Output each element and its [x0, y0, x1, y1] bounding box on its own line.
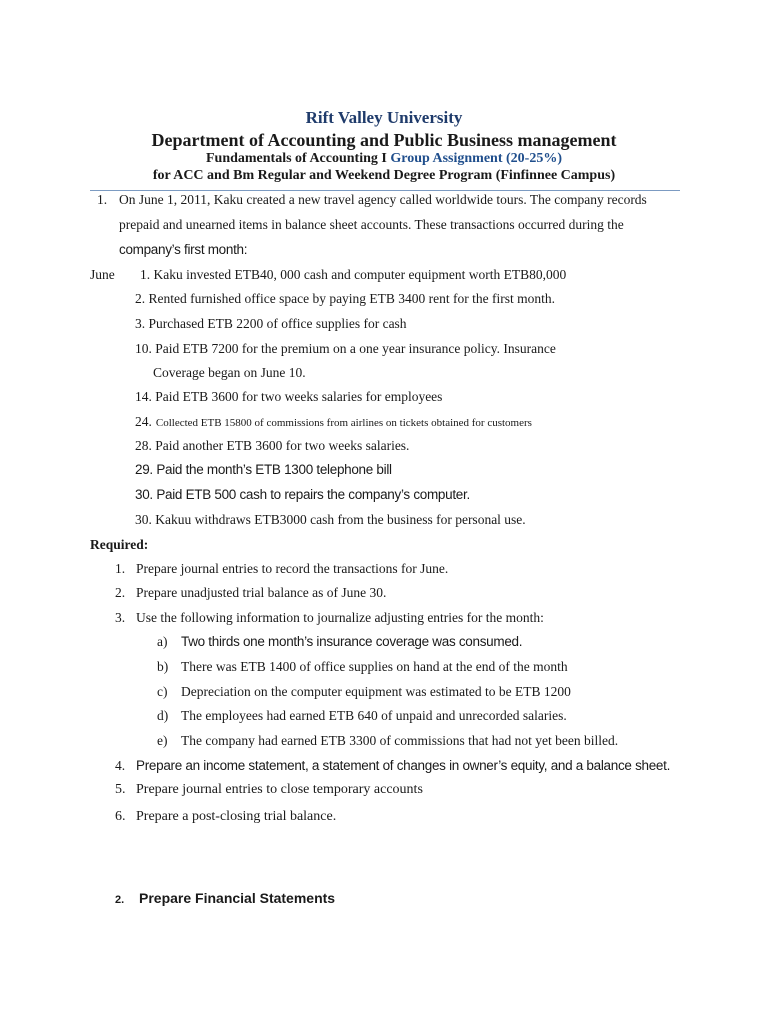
question-1-number: 1.	[97, 192, 108, 207]
transaction-item: 1. Kaku invested ETB40, 000 cash and computer equipment worth ETB80,000	[140, 267, 567, 282]
subitem-text: The employees had earned ETB 640 of unpaid and unrecorded salaries.	[181, 708, 567, 723]
transaction-item: 10. Paid ETB 7200 for the premium on a one year insurance policy. Insurance	[135, 341, 556, 356]
subitem-letter: e)	[157, 733, 168, 748]
required-item-text: Prepare journal entries to record the transactions for June.	[136, 561, 449, 576]
transaction-item: 30. Kakuu withdraws ETB3000 cash from the business for personal use.	[135, 512, 526, 527]
question-2-title: Prepare Financial Statements	[139, 890, 336, 906]
question-1-intro-line-1: On June 1, 2011, Kaku created a new travel agency called worldwide tours. The company records	[119, 192, 647, 207]
subitem-text: There was ETB 1400 of office supplies on hand at the end of the month	[181, 659, 568, 674]
subitem-letter: c)	[157, 684, 168, 699]
university-name: Rift Valley University	[305, 108, 463, 127]
subitem-letter: d)	[157, 708, 169, 723]
required-item-number: 6.	[115, 809, 126, 824]
required-item-text: Prepare an income statement, a statement of changes in owner’s equity, and a balance sheet.	[136, 758, 671, 773]
question-2-number: 2.	[115, 894, 125, 906]
required-item-number: 4.	[115, 758, 126, 773]
course-line	[0, 151, 768, 167]
program-line: for ACC and Bm Regular and Weekend Degree Program (Finfinnee Campus)	[152, 168, 616, 183]
required-item-text: Use the following information to journalize adjusting entries for the month:	[136, 610, 544, 625]
transaction-item: 29. Paid the month’s ETB 1300 telephone bill	[135, 462, 392, 477]
transaction-item-continued: Coverage began on June 10.	[153, 365, 306, 380]
transaction-item: 3. Purchased ETB 2200 of office supplies for cash	[135, 316, 407, 331]
subitem-letter: b)	[157, 659, 169, 674]
subitem-text: Two thirds one month’s insurance coverage was consumed.	[181, 634, 523, 649]
subitem-text: Depreciation on the computer equipment was estimated to be ETB 1200	[181, 684, 571, 699]
month-label: June	[90, 267, 115, 282]
required-heading: Required:	[90, 537, 149, 552]
transaction-item: 30. Paid ETB 500 cash to repairs the company’s computer.	[135, 487, 470, 502]
transaction-text: Collected ETB 15800 of commissions from airlines on tickets obtained for customers	[155, 417, 532, 429]
transaction-item: 2. Rented furnished office space by paying ETB 3400 rent for the first month.	[135, 291, 556, 306]
subitem-text: The company had earned ETB 3300 of commissions that had not yet been billed.	[181, 733, 619, 748]
required-item-number: 5.	[115, 782, 126, 797]
transaction-item: 28. Paid another ETB 3600 for two weeks salaries.	[135, 438, 410, 453]
required-item-text: Prepare journal entries to close temporary accounts	[136, 782, 423, 797]
required-item-number: 3.	[115, 610, 126, 625]
question-1-intro-line-2: prepaid and unearned items in balance sheet accounts. These transactions occurred during the	[119, 217, 624, 232]
transaction-item: 14. Paid ETB 3600 for two weeks salaries for employees	[135, 389, 443, 404]
department-name: Department of Accounting and Public Business management	[151, 130, 617, 150]
required-item-number: 1.	[115, 561, 126, 576]
assignment-label: Group Assignment (20-25%)	[390, 151, 562, 166]
required-item-text: Prepare unadjusted trial balance as of June 30.	[136, 585, 387, 600]
header-divider	[90, 190, 680, 191]
transaction-item	[135, 413, 532, 431]
course-title: Fundamentals of Accounting I	[205, 151, 387, 166]
required-item-number: 2.	[115, 585, 126, 600]
transaction-number: 24.	[135, 414, 152, 429]
question-1-intro-line-3: company’s first month:	[119, 242, 248, 257]
subitem-letter: a)	[157, 634, 168, 649]
required-item-text: Prepare a post-closing trial balance.	[136, 809, 337, 824]
